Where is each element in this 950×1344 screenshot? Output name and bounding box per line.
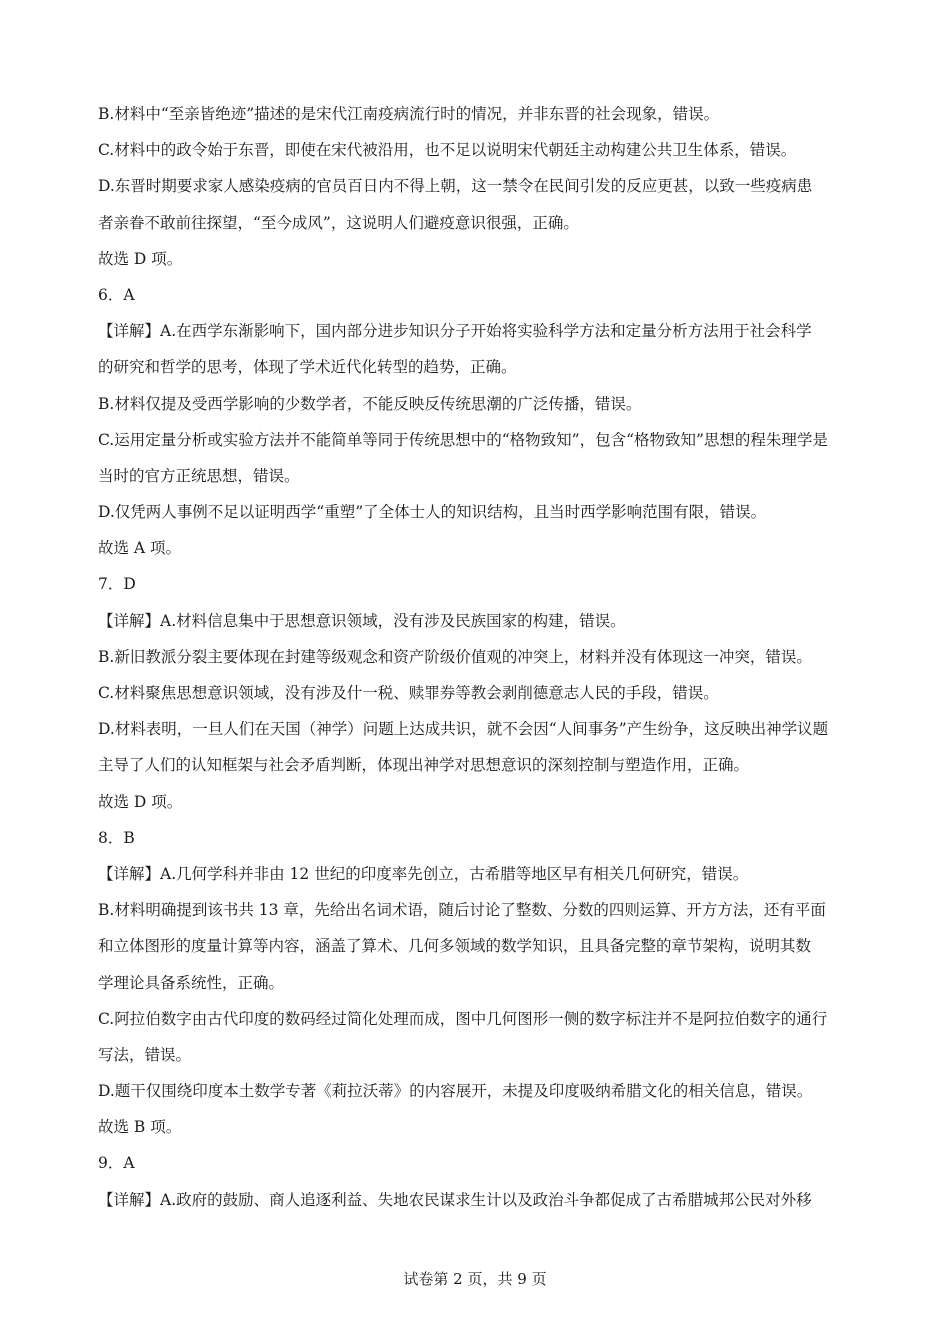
text-line: B.材料中“至亲皆绝迹”描述的是宋代江南疫病流行时的情况，并非东晋的社会现象，错误。 [98, 105, 720, 123]
text-line: D.材料表明，一旦人们在天国（神学）问题上达成共识，就不会因“人间事务”产生纷争，这反映出神学议题 [98, 720, 829, 739]
text-line: B.材料仅提及受西学影响的少数学者，不能反映反传统思潮的广泛传播，错误。 [98, 394, 642, 413]
page-footer: 试卷第 2 页，共 9 页 [403, 1270, 547, 1288]
question-number: 6．A [98, 285, 135, 304]
question-number: 7．D [98, 575, 136, 594]
text-line: D.东晋时期要求家人感染疫病的官员百日内不得上朝，这一禁令在民间引发的反应更甚，以致一些疫病患 [98, 177, 813, 196]
text-line: 故选 D 项。 [98, 249, 183, 268]
text-line: 和立体图形的度量计算等内容，涵盖了算术、几何多领域的数学知识，且具备完整的章节架构，说明其数 [98, 937, 812, 956]
text-line: 【详解】A.材料信息集中于思想意识领域，没有涉及民族国家的构建，错误。 [98, 611, 626, 630]
text-line: 者亲眷不敢前往探望，“至今成风”，这说明人们避疫意识很强，正确。 [98, 213, 579, 232]
text-line: 故选 B 项。 [98, 1118, 182, 1137]
text-line: 故选 D 项。 [98, 792, 183, 811]
text-line: B.材料明确提到该书共 13 章，先给出名词术语，随后讨论了整数、分数的四则运算、开方方法，还有平面 [98, 901, 826, 920]
text-line: 【详解】A.政府的鼓励、商人追逐利益、失地农民谋求生计以及政治斗争都促成了古希腊城邦公民对外移 [98, 1190, 812, 1209]
text-line: C.运用定量分析或实验方法并不能简单等同于传统思想中的“格物致知”，包含“格物致知”思想的程朱理学是 [98, 430, 828, 449]
text-line: C.材料中的政令始于东晋，即使在宋代被沿用，也不足以说明宋代朝廷主动构建公共卫生体系，错误。 [98, 141, 797, 160]
text-line: 主导了人们的认知框架与社会矛盾判断，体现出神学对思想意识的深刻控制与塑造作用，正确。 [98, 756, 750, 775]
question-number: 8．B [98, 828, 135, 847]
text-line: 学理论具备系统性，正确。 [98, 973, 285, 992]
document-body [98, 96, 858, 1218]
text-line: D.仅凭两人事例不足以证明西学“重塑”了全体士人的知识结构，且当时西学影响范围有限，错误。 [98, 503, 767, 522]
text-line: 【详解】A.几何学科并非由 12 世纪的印度率先创立，古希腊等地区早有相关几何研究，错误。 [98, 864, 749, 883]
text-line: 的研究和哲学的思考，体现了学术近代化转型的趋势，正确。 [98, 358, 517, 377]
text-line: 【详解】A.在西学东渐影响下，国内部分进步知识分子开始将实验科学方法和定量分析方法用于社会科学 [98, 322, 812, 341]
text-line: 故选 A 项。 [98, 539, 182, 558]
text-line: C.材料聚焦思想意识领域，没有涉及什一税、赎罪券等教会剥削德意志人民的手段，错误。 [98, 684, 719, 702]
question-number: 9．A [98, 1154, 135, 1173]
text-line: C.阿拉伯数字由古代印度的数码经过简化处理而成，图中几何图形一侧的数字标注并不是阿拉伯数字的通行 [98, 1009, 828, 1028]
text-line: B.新旧教派分裂主要体现在封建等级观念和资产阶级价值观的冲突上，材料并没有体现这一冲突，错误。 [98, 647, 812, 666]
text-line: 写法，错误。 [98, 1045, 192, 1064]
text-line: 当时的官方正统思想，错误。 [98, 466, 300, 485]
text-line: D.题干仅围绕印度本土数学专著《莉拉沃蒂》的内容展开，未提及印度吸纳希腊文化的相关信息，错误。 [98, 1082, 813, 1101]
